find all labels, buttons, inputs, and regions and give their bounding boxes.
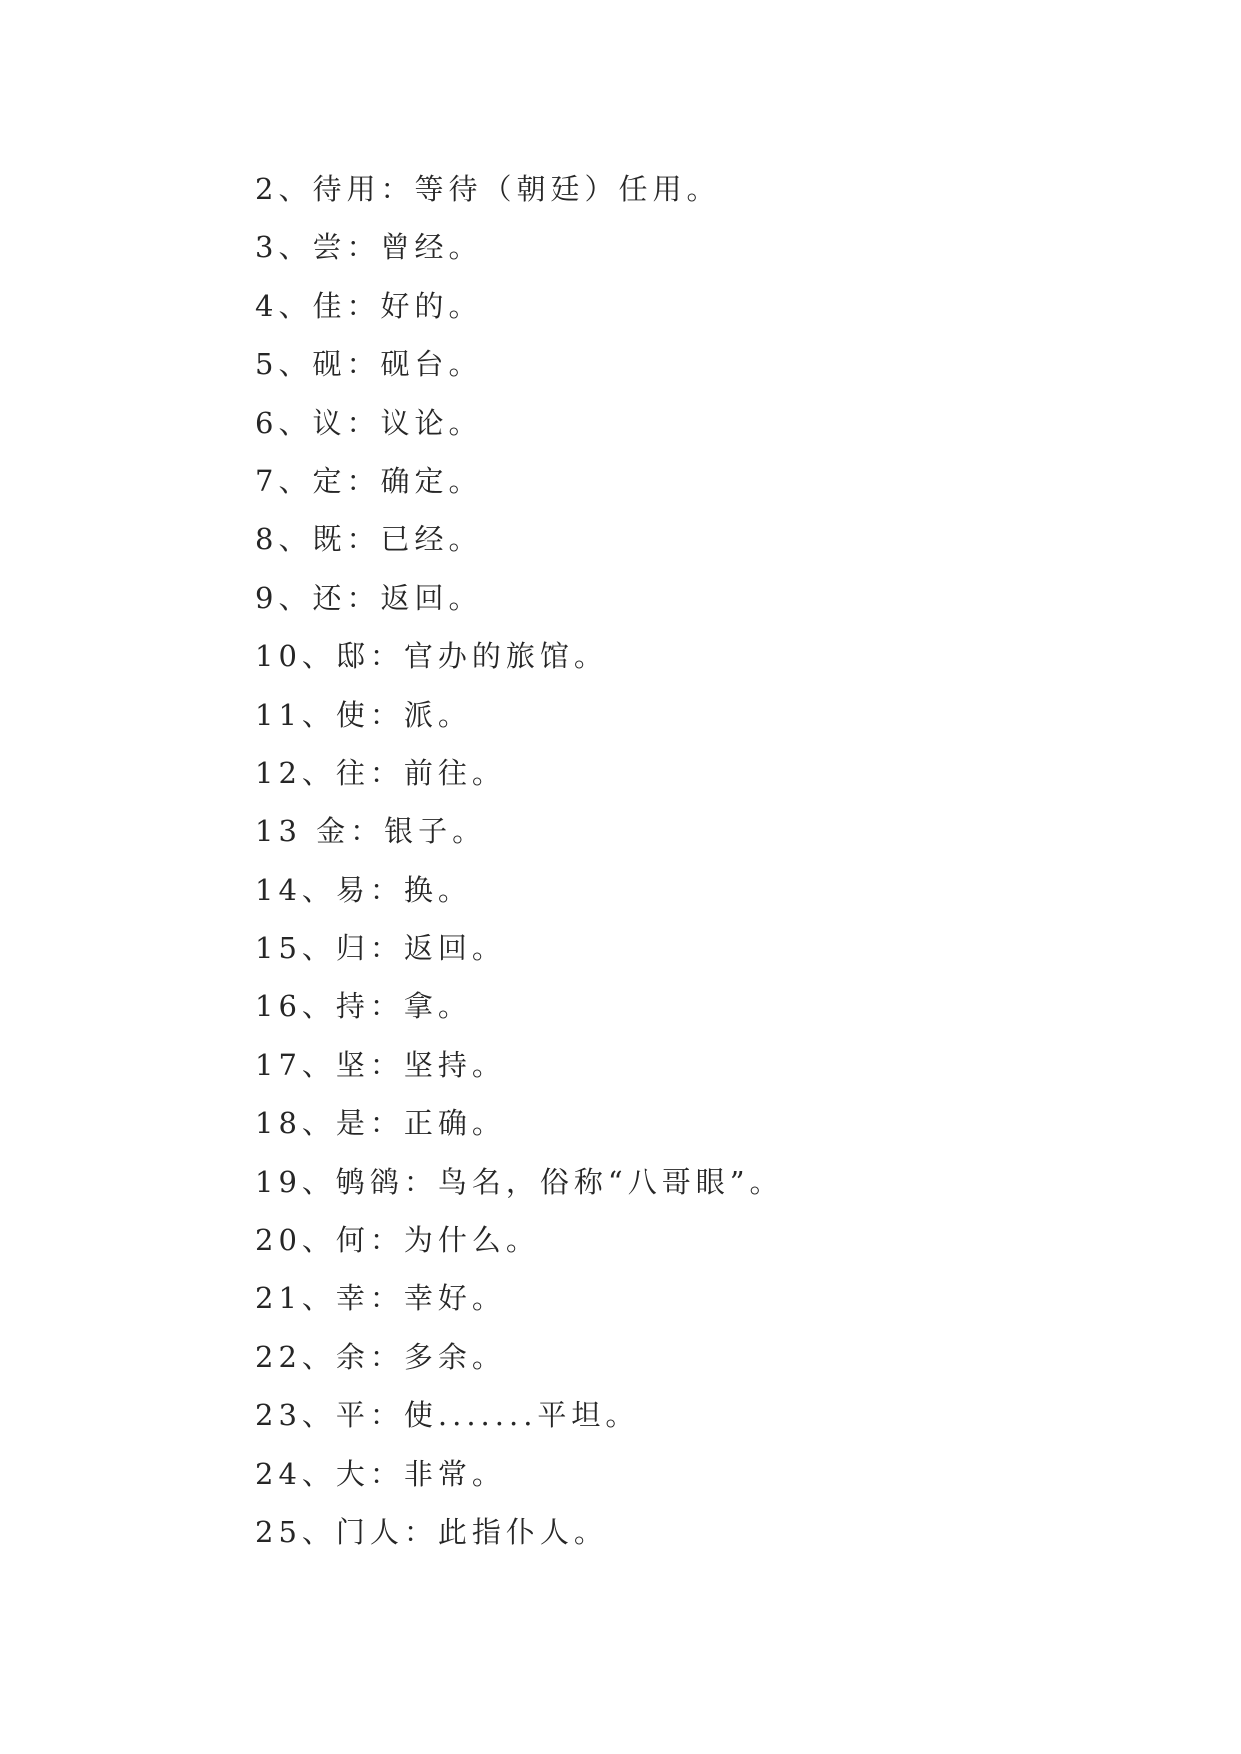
glossary-list <box>255 160 784 1561</box>
glossary-entry: 15、归：返回。 <box>255 931 506 966</box>
glossary-entry: 7、定：确定。 <box>255 463 483 498</box>
glossary-entry: 2、待用：等待（朝廷）任用。 <box>255 172 721 206</box>
glossary-entry: 19、鸲鹆：鸟名，俗称“八哥眼”。 <box>255 1164 784 1199</box>
glossary-entry: 12、往：前往。 <box>255 755 506 790</box>
glossary-entry: 14、易：换。 <box>255 872 472 907</box>
glossary-entry: 18、是：正确。 <box>255 1106 506 1141</box>
glossary-entry: 9、还：返回。 <box>255 580 483 615</box>
glossary-entry: 20、何：为什么。 <box>255 1223 540 1258</box>
glossary-entry: 25、门人：此指仆人。 <box>255 1514 608 1549</box>
glossary-entry: 17、坚：坚持。 <box>255 1047 506 1082</box>
glossary-entry: 4、佳：好的。 <box>255 288 483 323</box>
glossary-entry: 3、尝：曾经。 <box>255 230 483 265</box>
glossary-entry: 11、使：派。 <box>255 697 472 732</box>
glossary-entry: 10、邸：官办的旅馆。 <box>255 639 608 674</box>
glossary-entry: 22、余：多余。 <box>255 1339 506 1374</box>
glossary-entry: 16、持：拿。 <box>255 989 472 1024</box>
glossary-entry: 6、议：议论。 <box>255 405 483 440</box>
glossary-entry: 5、砚：砚台。 <box>255 347 483 382</box>
glossary-entry: 23、平：使.......平坦。 <box>255 1398 640 1433</box>
glossary-entry: 13 金：银子。 <box>255 814 487 849</box>
glossary-entry: 8、既：已经。 <box>255 522 483 557</box>
glossary-entry: 21、幸：幸好。 <box>255 1281 506 1316</box>
glossary-entry: 24、大：非常。 <box>255 1456 506 1491</box>
